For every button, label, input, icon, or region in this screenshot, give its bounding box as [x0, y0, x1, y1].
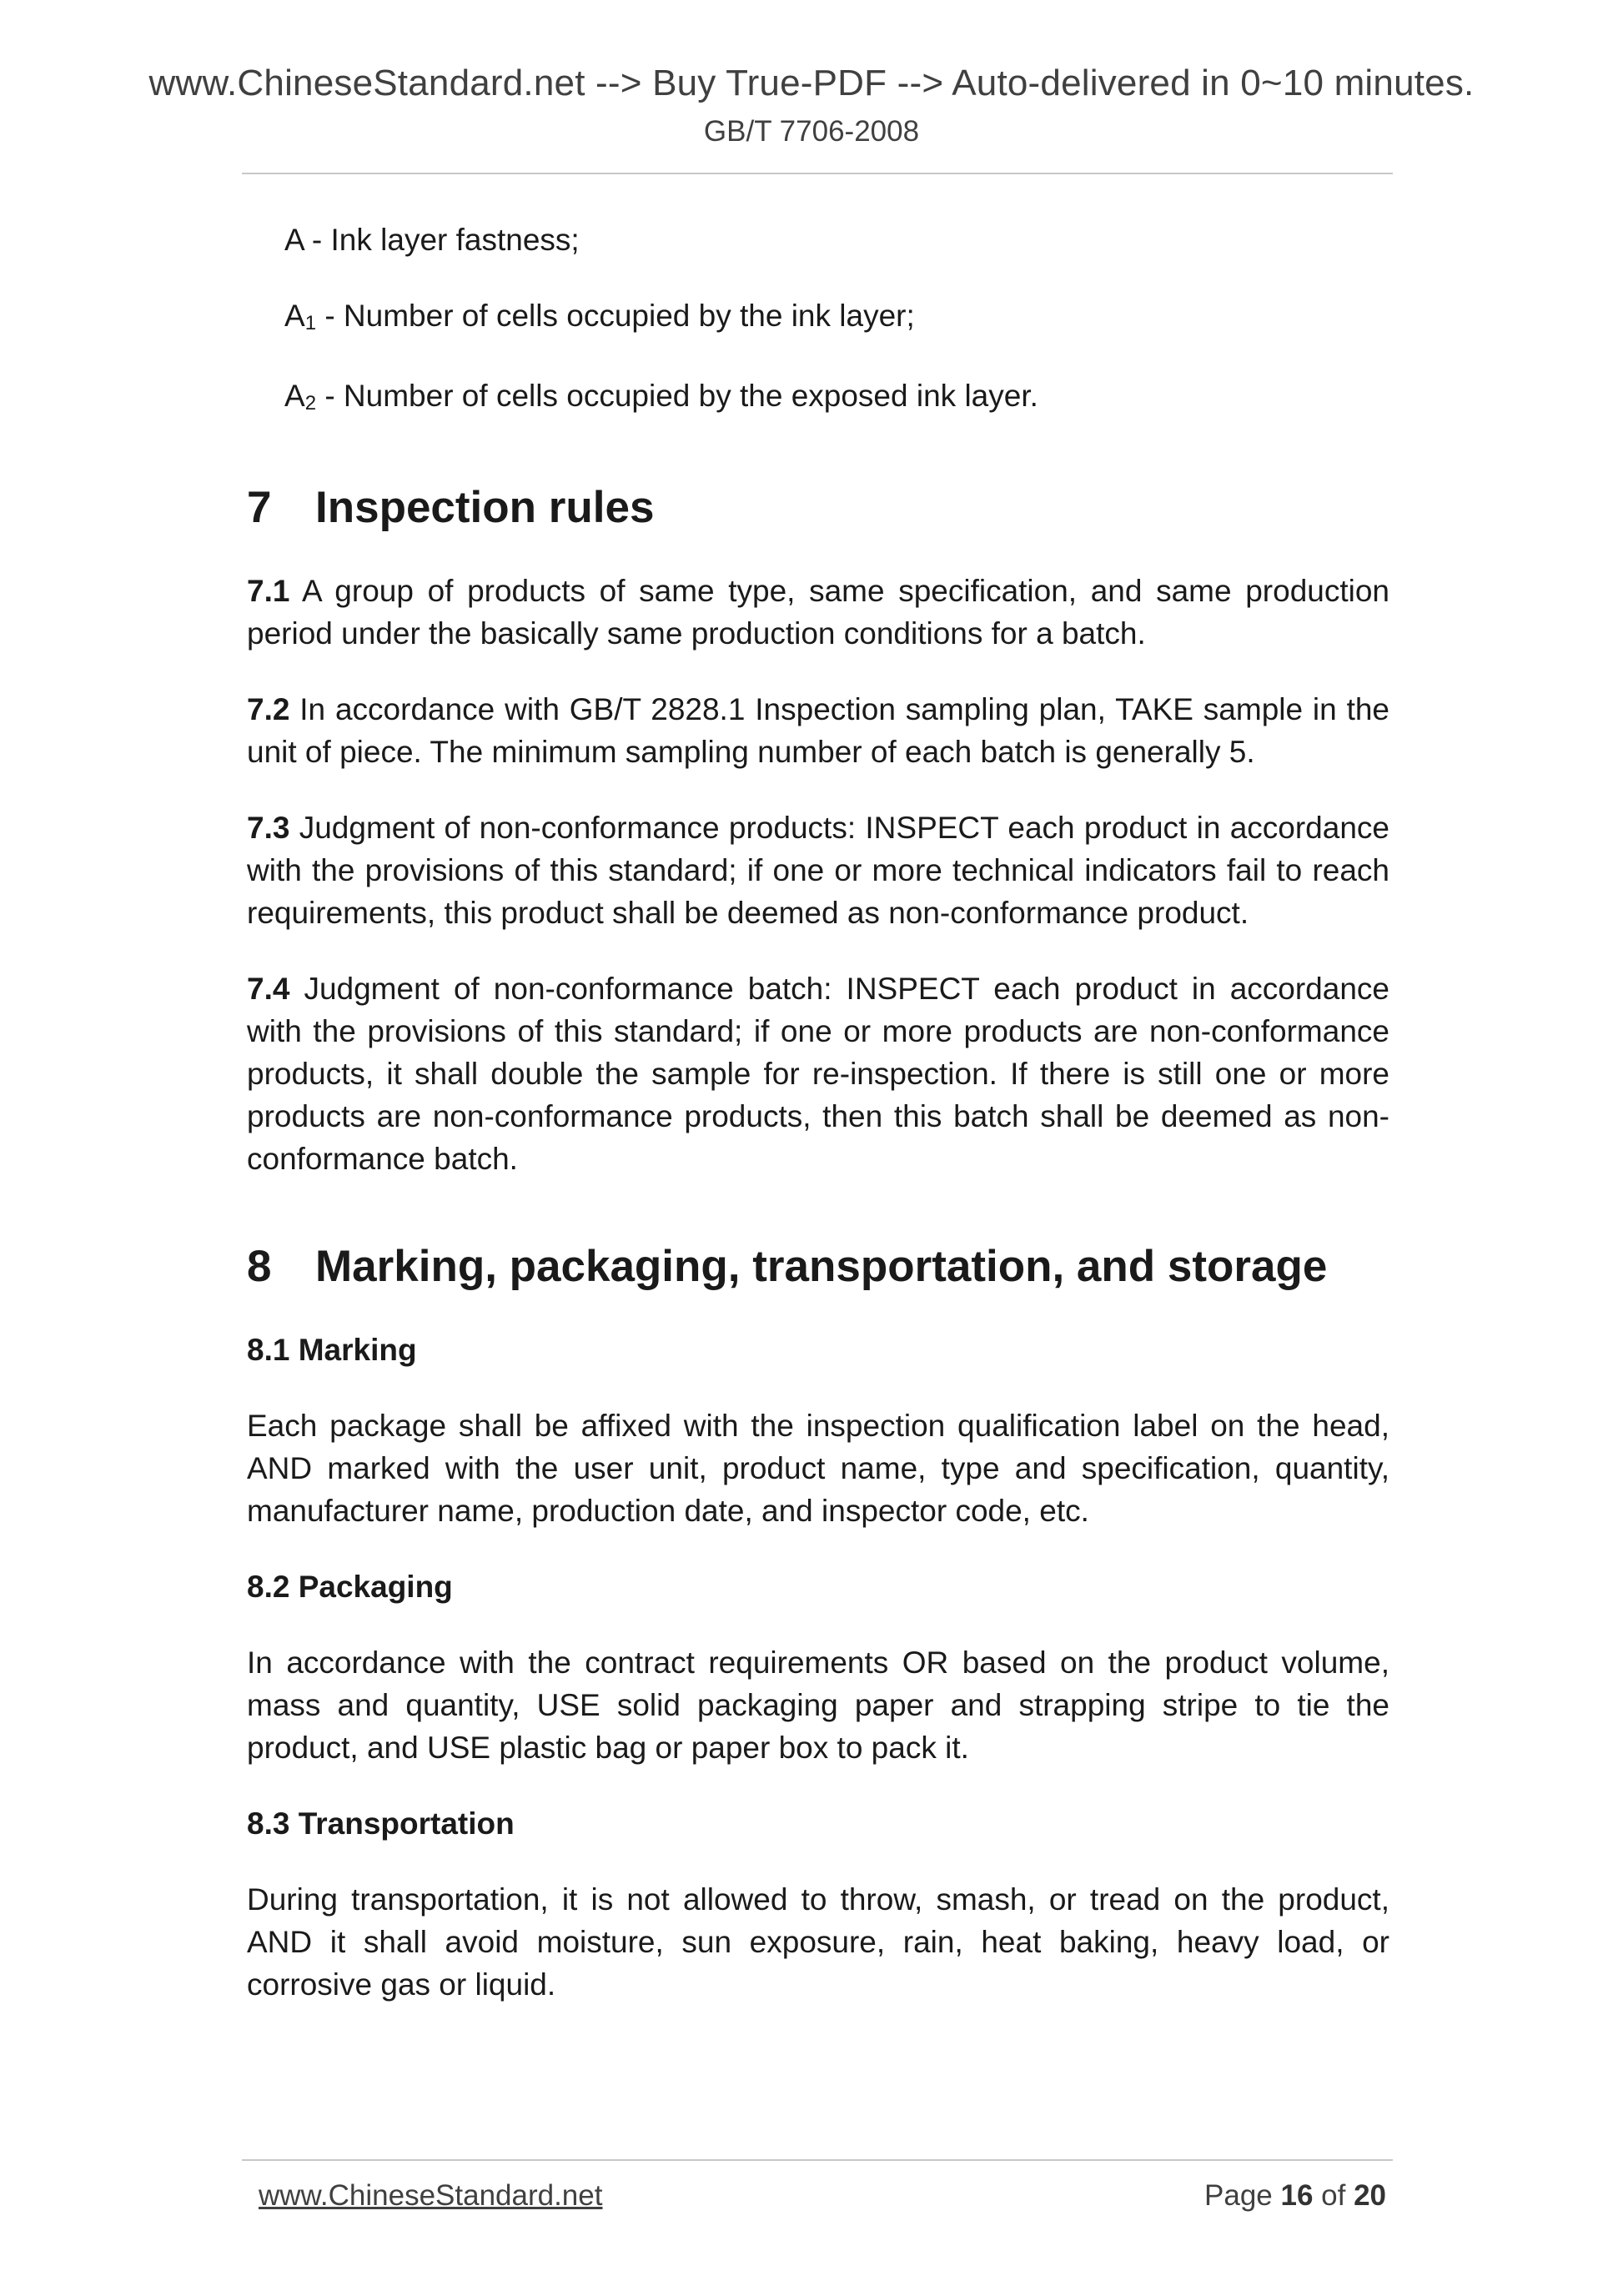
page-footer: [259, 2177, 1386, 2215]
subsection-8-1-heading: 8.1 Marking: [247, 1333, 417, 1367]
page-current: 16: [1280, 2179, 1314, 2212]
clause-number: 7.2: [247, 692, 290, 726]
definition-symbol: A: [284, 299, 305, 333]
clause-7-4: [247, 967, 1389, 1180]
subsection-8-1-text: Each package shall be affixed with the inspection qualification label on the head, AND marked with the user unit, product name, type and specification, quantity, manufacturer name, production date, and inspector code, etc.: [247, 1409, 1389, 1528]
clause-text: A group of products of same type, same specification, and same production period under the basically same production conditions for a batch.: [247, 574, 1389, 651]
clause-7-3: [247, 806, 1389, 934]
definition-text: - Number of cells occupied by the exposed ink layer.: [316, 379, 1038, 413]
clause-7-2: [247, 688, 1389, 773]
page-header: [0, 60, 1623, 150]
definition-a1: [284, 294, 1389, 341]
clause-number: 7.4: [247, 972, 290, 1006]
subsection-8-2-heading: 8.2 Packaging: [247, 1570, 453, 1604]
page-content: [247, 219, 1389, 2039]
section-7-heading: [247, 481, 1389, 535]
page-indicator: [1204, 2177, 1386, 2215]
section-title: Marking, packaging, transportation, and storage: [315, 1242, 1328, 1291]
clause-number: 7.1: [247, 574, 290, 608]
definition-symbol: A: [284, 379, 305, 413]
definition-a2: [284, 374, 1389, 421]
definition-symbol: A: [284, 223, 304, 257]
section-8-heading: [247, 1240, 1389, 1294]
header-banner: www.ChineseStandard.net --> Buy True-PDF --> Auto-delivered in 0~10 minutes.: [148, 63, 1475, 103]
footer-site-link[interactable]: www.ChineseStandard.net: [259, 2179, 603, 2212]
page-of: of: [1313, 2179, 1354, 2212]
clause-text: Judgment of non-conformance products: INSPECT each product in accordance with the provisions of this standard; if one or more technical indicators fail to reach requirements, this product shall be deemed as non-conformance product.: [247, 811, 1389, 930]
footer-divider: [242, 2159, 1393, 2161]
page-total: 20: [1354, 2179, 1386, 2212]
section-number: 7: [247, 483, 272, 532]
subsection-8-3-heading: 8.3 Transportation: [247, 1806, 515, 1841]
clause-text: In accordance with GB/T 2828.1 Inspection sampling plan, TAKE sample in the unit of piece. The minimum sampling number of each batch is generally 5.: [247, 692, 1389, 769]
definition-subscript: 1: [304, 312, 317, 334]
definition-a: [284, 219, 1389, 261]
section-title: Inspection rules: [315, 483, 655, 532]
clause-text: Judgment of non-conformance batch: INSPECT each product in accordance with the provisions of this standard; if one or more products are non-conformance products, it shall double the sample for re-inspection. If there is still one or more products are non-conformance products, then this batch shall be deemed as non-conformance batch.: [247, 972, 1389, 1176]
clause-7-1: [247, 570, 1389, 655]
clause-number: 7.3: [247, 811, 290, 845]
definition-subscript: 2: [304, 392, 317, 414]
section-number: 8: [247, 1242, 272, 1291]
subsection-8-2-text: In accordance with the contract requirements OR based on the product volume, mass and quantity, USE solid packaging paper and strapping stripe to tie the product, and USE plastic bag or paper box to pack it.: [247, 1645, 1389, 1765]
definition-text: - Ink layer fastness;: [303, 223, 580, 257]
definition-text: - Number of cells occupied by the ink layer;: [316, 299, 915, 333]
header-divider: [242, 173, 1393, 174]
standard-code: GB/T 7706-2008: [703, 115, 920, 148]
subsection-8-3-text: During transportation, it is not allowed to throw, smash, or tread on the product, AND it shall avoid moisture, sun exposure, rain, heat baking, heavy load, or corrosive gas or liquid.: [247, 1882, 1389, 2002]
page-prefix: Page: [1204, 2179, 1281, 2212]
